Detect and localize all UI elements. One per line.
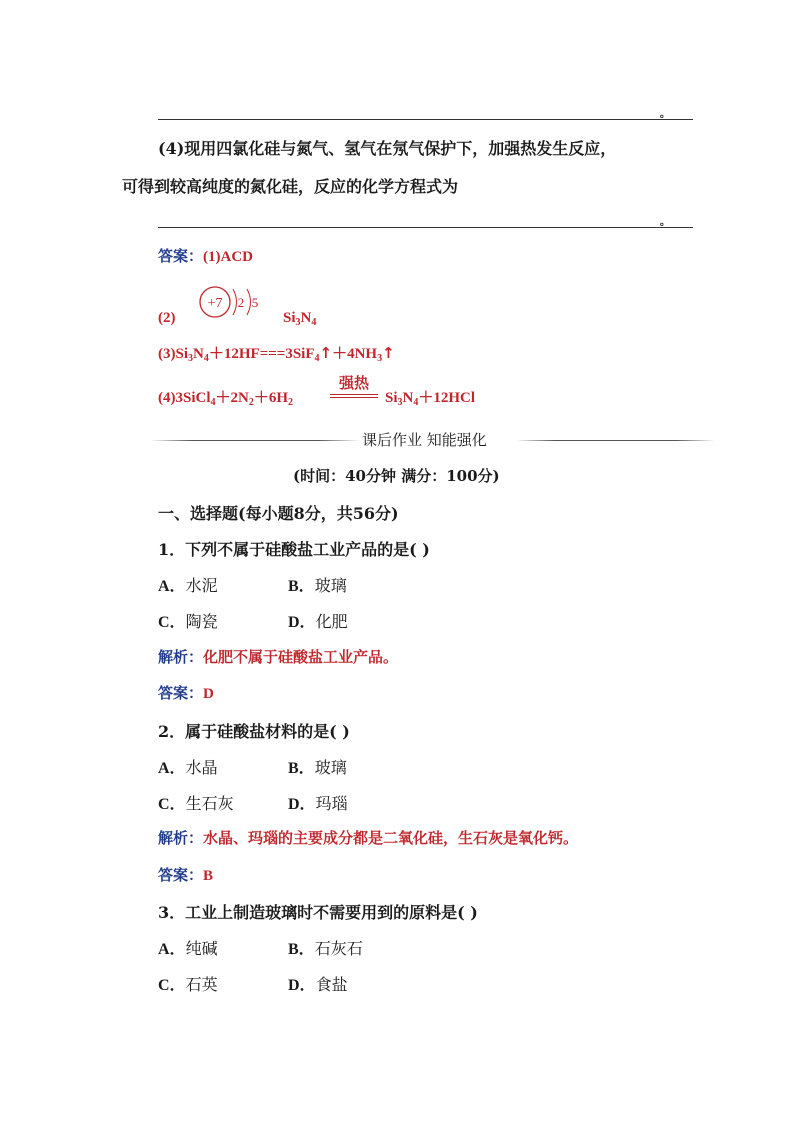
time-and-score: (时间：40分钟 满分：100分) [293,467,500,485]
option-text: 纯碱 [185,939,218,958]
subscript: 3 [397,397,403,408]
option-letter: C． [158,977,186,994]
gas-arrow-icon: ↑ [319,344,333,362]
answer-2-prefix: (2) [158,310,176,326]
option-letter: C． [158,614,186,631]
eq-part: Si [175,346,189,362]
blank-end-mark: 。 [660,217,670,228]
nitrogen-atom-icon [198,284,268,326]
subscript: 4 [203,353,209,364]
question-2-stem: 2．属于硅酸盐材料的是( ) [158,722,350,741]
question-1-stem: 1．下列不属于硅酸盐工业产品的是( ) [158,540,430,559]
subscript: 2 [288,397,294,408]
question-1-option-c[interactable] [158,609,218,632]
answer-block-1 [158,245,253,266]
option-letter: A． [158,941,186,958]
option-text: 石英 [185,975,218,994]
eq-part: ＋2N [215,390,249,406]
analysis-text: 化肥不属于硅酸盐工业产品。 [203,648,399,666]
option-letter: D． [288,977,316,994]
analysis-label: 解析： [158,648,204,666]
subscript: 2 [248,397,254,408]
option-letter: B． [288,941,315,958]
eq-part: N [402,390,414,406]
question-1-option-a[interactable] [158,573,218,596]
reaction-condition [330,372,378,398]
atom-shell-2: 5 [251,295,259,310]
option-text: 生石灰 [185,794,234,813]
element-si: Si [283,310,296,326]
answer-blank-line-top [158,119,693,120]
option-letter: A． [158,578,186,595]
question-2-option-c[interactable] [158,791,234,814]
part-heading: 一、选择题(每小题8分，共56分) [158,504,399,523]
section-divider-right [515,440,715,441]
equals-sign [330,394,378,398]
question-1-option-b[interactable] [288,573,347,596]
answer-label: 答案： [158,686,204,702]
analysis-label: 解析： [158,829,204,847]
option-text: 玻璃 [314,576,347,595]
eq-part: ＋12HF===3SiF [208,346,315,362]
element-n: N [300,310,312,326]
subscript: 4 [314,353,320,364]
answer-value: D [203,686,214,702]
question-1-answer [158,682,214,703]
question-1-analysis [158,646,398,667]
question-3-stem: 3．工业上制造玻璃时不需要用到的原料是( ) [158,903,478,922]
subscript: 4 [413,397,419,408]
option-text: 石灰石 [314,939,363,958]
analysis-text: 水晶、玛瑙的主要成分都是二氧化硅，生石灰是氧化钙。 [203,829,579,847]
atom-nucleus: +7 [207,296,223,311]
eq-part: ＋12HCl [418,390,476,406]
answer-1: (1)ACD [203,249,254,265]
q4-line1: (4)现用四氯化硅与氮气、氢气在氖气保护下，加强热发生反应， [158,139,617,158]
subscript: 3 [295,317,301,328]
option-text: 食盐 [315,975,348,994]
question-3-option-d[interactable] [288,972,348,995]
subscript: 3 [377,353,383,364]
option-letter: A． [158,760,186,777]
option-letter: D． [288,614,316,631]
question-2-option-b[interactable] [288,755,347,778]
section-title: 课后作业 知能强化 [362,431,487,449]
question-3-option-c[interactable] [158,972,218,995]
answer-2-formula [283,310,316,328]
question-1-option-d[interactable] [288,609,348,632]
eq-part: (4)3SiCl [158,390,211,406]
atom-structure-diagram [198,284,268,326]
option-letter: C． [158,796,186,813]
question-2-analysis [158,827,578,848]
answer-label: 答案： [158,249,204,265]
section-divider-left [150,440,360,441]
eq-part: Si [385,390,398,406]
answer-4-products [385,386,475,408]
eq-part: N [193,346,204,362]
option-text: 玻璃 [314,758,347,777]
answer-value: B [203,868,214,884]
answer-3-prefix: (3) [158,346,176,362]
answer-blank-line-q4 [158,227,693,228]
option-text: 化肥 [315,612,348,631]
answer-3 [158,342,395,364]
option-letter: B． [288,760,315,777]
subscript: 3 [188,353,194,364]
option-text: 水晶 [185,758,218,777]
option-text: 玛瑙 [315,794,348,813]
question-2-option-d[interactable] [288,791,348,814]
question-2-answer [158,864,213,885]
question-2-option-a[interactable] [158,755,218,778]
question-3-option-a[interactable] [158,936,218,959]
answer-label: 答案： [158,868,204,884]
question-3-option-b[interactable] [288,936,363,959]
q4-line2: 可得到较高纯度的氮化硅，反应的化学方程式为 [122,177,459,196]
blank-end-mark: 。 [660,109,670,120]
condition-label: 强热 [338,374,369,392]
eq-part: ＋4NH [332,346,378,362]
atom-shell-1: 2 [237,295,245,310]
answer-4 [158,386,293,408]
gas-arrow-icon: ↑ [382,344,395,362]
subscript: 4 [311,317,317,328]
option-text: 水泥 [185,576,218,595]
option-letter: B． [288,578,315,595]
option-letter: D． [288,796,316,813]
subscript: 4 [210,397,216,408]
option-text: 陶瓷 [185,612,218,631]
eq-part: ＋6H [253,390,289,406]
